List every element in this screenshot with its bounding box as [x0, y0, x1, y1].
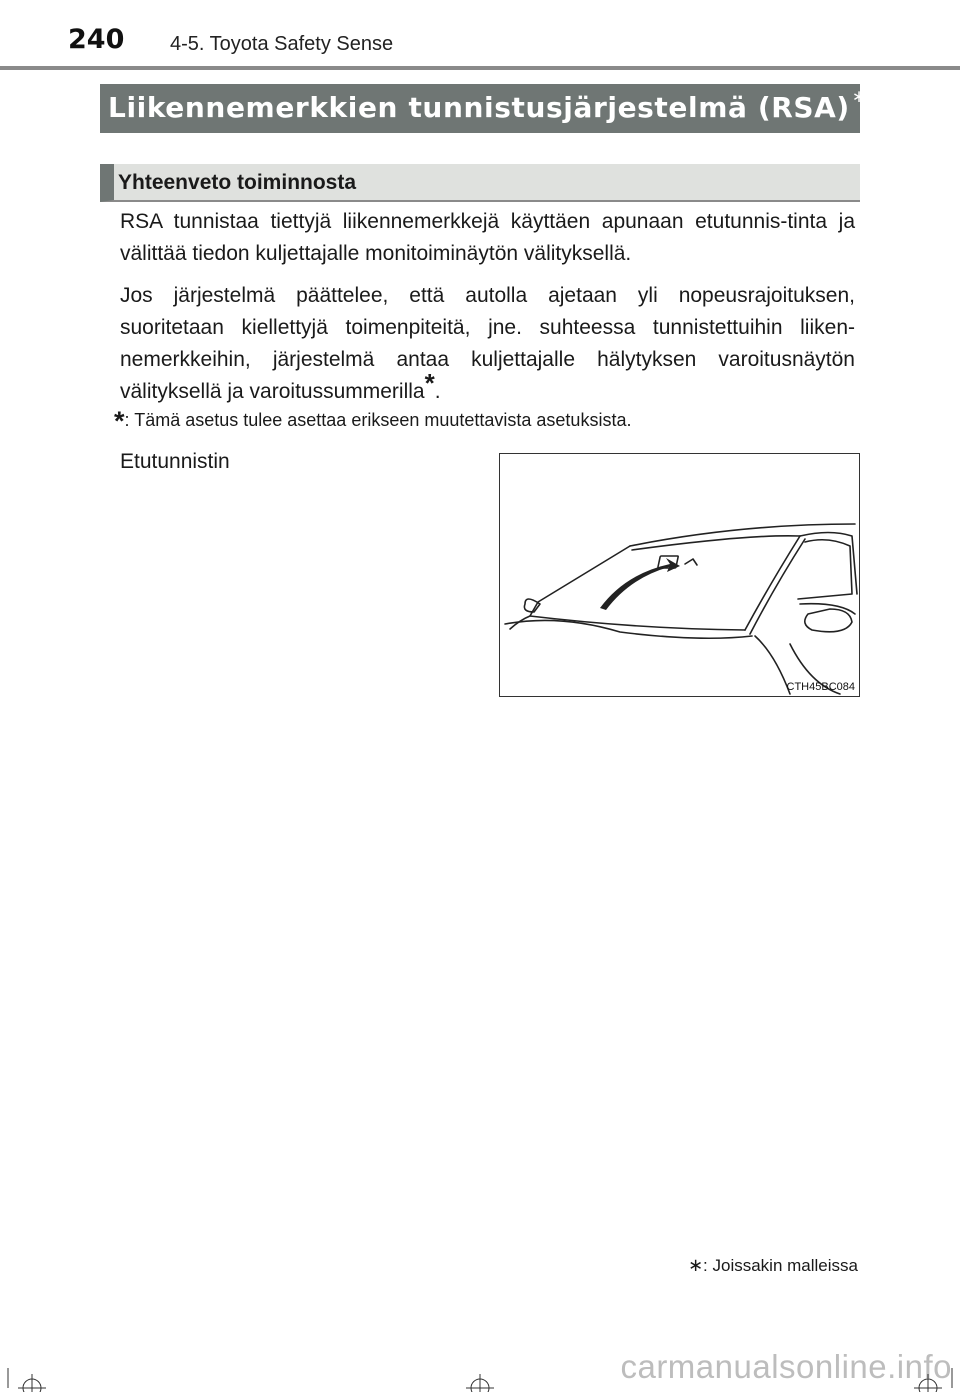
- windshield-pillar: [745, 536, 800, 630]
- subsection-heading: Yhteenveto toiminnosta: [100, 164, 860, 202]
- note-text: : Tämä asetus tulee asettaa erikseen muutettavista asetuksista.: [124, 410, 632, 430]
- left-mirror: [524, 599, 540, 612]
- paragraph-warning-end: .: [434, 380, 441, 403]
- car-windshield-drawing: [500, 454, 859, 696]
- paragraph-warning: [120, 280, 855, 408]
- roof-line: [630, 524, 855, 546]
- page-header: [0, 0, 960, 70]
- paragraph-overview: RSA tunnistaa tiettyjä liikennemerkkejä käyttäen apunaan etutunnis-tinta ja välittää tiedon kuljettajalle monitoiminäytön välityksellä.: [120, 210, 855, 265]
- header-divider: [0, 66, 960, 70]
- note-asterisk: *: [114, 406, 125, 436]
- arrow-to-sensor: [600, 558, 680, 610]
- settings-note: [114, 404, 631, 437]
- windshield-left-edge: [530, 546, 745, 630]
- section-title: [100, 84, 867, 133]
- page-number: 240: [68, 24, 125, 55]
- windshield-sensor-illustration: [499, 453, 860, 697]
- paragraph-warning-text: Jos järjestelmä päättelee, että autolla ajetaan yli nopeusrajoituksen, suoritetaan kiellettyjä toimenpiteitä, jne. suhteessa tunnistettuihin liiken-nemerkkeihin, järjestelmä antaa kuljettajalle hälytyksen varoitusnäytön välityksellä ja varoitussummerilla: [120, 284, 855, 403]
- right-mirror: [805, 609, 852, 632]
- crop-marks: [0, 1360, 960, 1392]
- footnote-asterisk: ∗: [687, 1255, 704, 1275]
- footnote: [688, 1253, 858, 1278]
- footnote-text: : Joissakin malleissa: [703, 1256, 858, 1275]
- figure-code: CTH45BC084: [786, 681, 855, 693]
- section-title-text: Liikennemerkkien tunnistusjärjestelmä (RSA): [108, 91, 850, 124]
- title-asterisk-marker: ∗: [851, 87, 867, 107]
- watermark: carmanualsonline.info: [620, 1348, 952, 1385]
- roof-inner-line: [632, 536, 800, 550]
- section-breadcrumb: 4-5. Toyota Safety Sense: [170, 33, 394, 55]
- asterisk-marker: *: [424, 368, 435, 398]
- figure-label: Etutunnistin: [120, 450, 230, 473]
